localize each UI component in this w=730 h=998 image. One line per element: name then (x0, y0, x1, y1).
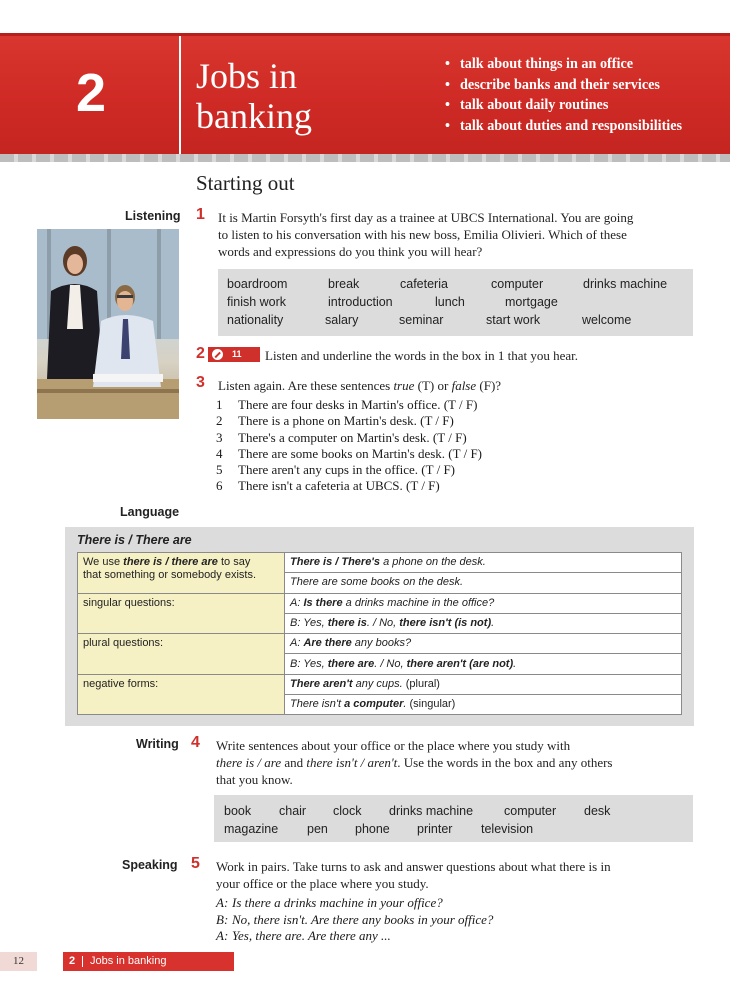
cd-icon (212, 349, 223, 360)
grammar-speaker: A: (290, 637, 304, 650)
grammar-use-keyword: there is / there are (123, 556, 218, 568)
vocab-word: seminar (399, 313, 444, 327)
unit-title-line1: Jobs in (196, 56, 298, 96)
vocabulary-box (218, 269, 693, 336)
grammar-bold: there are (327, 657, 375, 670)
exercise-3-instructions (218, 377, 698, 394)
true-false-item (216, 462, 696, 478)
grammar-example-text: . / No, (374, 657, 407, 670)
vocab-word: magazine (224, 822, 279, 836)
section-title: Starting out (196, 171, 295, 195)
vocab-word: introduction (328, 295, 393, 309)
true-false-item (216, 478, 696, 494)
dialogue-line (216, 895, 493, 912)
dialogue-text: Is there a drinks machine in your office? (232, 895, 443, 910)
grammar-bold: there is (327, 617, 367, 630)
exercise-4-text: . Use the words in the box and any others (397, 755, 613, 770)
objective-item: • talk about duties and responsibilities (445, 116, 730, 137)
grammar-bold: Are there (303, 637, 352, 650)
grammar-singular-label: singular questions: (78, 593, 285, 634)
item-number: 4 (216, 445, 223, 461)
italic-phrase: there is / are (216, 755, 282, 770)
true-abbr: (T) or (414, 378, 452, 393)
vocab-word: drinks machine (389, 804, 474, 818)
speaking-label: Speaking (122, 858, 178, 872)
exercise-3-intro: Listen again. Are these sentences (218, 378, 394, 393)
exercise-5-number: 5 (191, 855, 200, 872)
grammar-bold: there aren't (are not) (406, 657, 514, 670)
grammar-bold: There is / There's (290, 556, 381, 569)
vocab-word: boardroom (227, 277, 288, 291)
listening-label: Listening (125, 209, 181, 223)
item-number: 6 (216, 478, 223, 494)
item-text: There is a phone on Martin's desk. (T / F) (238, 413, 454, 429)
banner-bottom-stripe (0, 154, 730, 162)
vocab-word: cafeteria (400, 277, 448, 291)
grammar-example-cell (285, 593, 682, 613)
office-photo-image (37, 229, 179, 419)
grammar-bold: There aren't (290, 677, 353, 690)
vocab-word: computer (491, 277, 544, 291)
grammar-bold: there isn't (is not) (399, 617, 492, 630)
grammar-example-text: a phone on the desk. (380, 556, 486, 569)
grammar-heading: There is / There are (77, 533, 192, 547)
exercise-4-line: that you know. (216, 772, 293, 787)
true-false-item (216, 413, 696, 429)
true-false-item (216, 397, 696, 413)
dialogue-text: No, there isn't. Are there any books in your office? (232, 911, 494, 927)
exercise-5-line: Work in pairs. Take turns to ask and answer questions about what there is in (216, 859, 611, 874)
item-text: There are some books on Martin's desk. (T / F) (238, 445, 482, 461)
unit-objectives (445, 54, 730, 136)
footer-unit-bar (63, 952, 234, 971)
grammar-example-cell: There are some books on the desk. (285, 573, 682, 593)
grammar-example-text: any cups. (352, 677, 403, 690)
grammar-row (78, 634, 682, 654)
false-abbr: (F)? (476, 378, 502, 393)
true-word: true (393, 378, 415, 393)
item-number: 3 (216, 429, 223, 445)
grammar-negative-label: negative forms: (78, 674, 285, 715)
grammar-speaker: A: (290, 596, 304, 609)
footer-unit-title: Jobs in banking (90, 955, 167, 967)
vocab-word: finish work (227, 295, 287, 309)
item-number: 2 (216, 413, 223, 429)
exercise-4-number: 4 (191, 734, 200, 751)
grammar-row (78, 553, 682, 573)
footer-unit-number: 2 (69, 955, 76, 967)
exercise-4-line (216, 754, 696, 771)
grammar-example-text: . (403, 698, 407, 711)
exercise-4-instructions (216, 737, 696, 788)
grammar-bold: Is there (303, 596, 343, 609)
grammar-example-text: . / No, (366, 617, 400, 630)
dialogue-text: Yes, there are. Are there any ... (232, 928, 391, 944)
grammar-example-cell (285, 553, 682, 573)
vocab-word: computer (504, 804, 557, 818)
exercise-5-line: your office or the place where you study. (216, 876, 429, 891)
grammar-table (77, 552, 682, 715)
exercise-4-line: Write sentences about your office or the place where you study with (216, 738, 571, 753)
grammar-example-cell (285, 674, 682, 694)
audio-track-icon[interactable] (208, 347, 260, 362)
vocab-word: television (481, 822, 534, 836)
grammar-example-text: . (513, 657, 517, 670)
grammar-use-text: to say (217, 556, 251, 568)
page-number: 12 (0, 952, 37, 971)
vocabulary-box-writing (214, 795, 693, 842)
vocab-word: pen (307, 822, 328, 836)
language-label: Language (120, 505, 180, 519)
exercise-1-line: to listen to his conversation with his new boss, Emilia Olivieri. Which of these (218, 227, 627, 242)
grammar-example-text: a drinks machine in the office? (342, 596, 495, 609)
vocab-word: phone (355, 822, 390, 836)
grammar-example-cell (285, 654, 682, 674)
grammar-row (78, 593, 682, 613)
grammar-speaker: B: Yes, (290, 657, 328, 670)
vocab-word: printer (417, 822, 453, 836)
vocab-word: mortgage (505, 295, 558, 309)
model-dialogue (216, 895, 493, 945)
item-text: There's a computer on Martin's desk. (T / F) (238, 429, 467, 445)
grammar-example-cell (285, 695, 682, 715)
exercise-2-instructions: Listen and underline the words in the box in 1 that you hear. (265, 348, 579, 363)
exercise-1-instructions (218, 209, 698, 260)
vocab-word: clock (333, 804, 362, 818)
grammar-example-text: . (491, 617, 495, 630)
italic-phrase: there isn't / aren't (306, 755, 398, 770)
unit-title (196, 56, 426, 136)
grammar-use-text: We use (83, 556, 124, 568)
exercise-1-line: It is Martin Forsyth's first day as a trainee at UBCS International. You are going (218, 210, 634, 225)
objective-item: • describe banks and their services (445, 75, 730, 96)
dialogue-speaker: A: (216, 928, 229, 944)
grammar-plural-label: plural questions: (78, 634, 285, 675)
vocab-word: book (224, 804, 252, 818)
dialogue-line (216, 912, 493, 929)
vocab-word: start work (486, 313, 541, 327)
vocab-word: break (328, 277, 360, 291)
objective-item: • talk about daily routines (445, 95, 730, 116)
grammar-tag: (plural) (402, 677, 440, 690)
item-number: 1 (216, 397, 223, 412)
unit-number: 2 (75, 63, 107, 123)
item-text: There isn't a cafeteria at UBCS. (T / F) (238, 478, 440, 494)
grammar-example-text: any books? (351, 637, 412, 650)
writing-label: Writing (136, 737, 179, 751)
office-photo (37, 229, 179, 419)
exercise-2-number: 2 (196, 345, 205, 362)
vocab-word: salary (325, 313, 359, 327)
true-false-item (216, 446, 696, 462)
dialogue-line (216, 928, 493, 945)
dialogue-speaker: A: (216, 895, 229, 910)
true-false-list (216, 397, 696, 495)
vocab-word: nationality (227, 313, 284, 327)
vocab-word: chair (279, 804, 307, 818)
banner-divider (179, 36, 181, 154)
exercise-4-text: and (281, 755, 307, 770)
vocab-word: lunch (435, 295, 465, 309)
dialogue-speaker: B: (216, 911, 229, 927)
vocab-word: welcome (582, 313, 632, 327)
exercise-3-number: 3 (196, 374, 205, 391)
objective-item: • talk about things in an office (445, 54, 730, 75)
grammar-speaker: B: Yes, (290, 617, 328, 630)
footer-separator (82, 956, 83, 967)
grammar-use-cell (78, 553, 285, 594)
grammar-example-cell (285, 634, 682, 654)
audio-track-number: 11 (232, 349, 242, 359)
vocab-word: desk (584, 804, 611, 818)
item-number: 5 (216, 462, 223, 478)
grammar-use-text: that something or somebody exists. (83, 569, 257, 581)
item-text: There aren't any cups in the office. (T / F) (238, 462, 456, 478)
exercise-1-line: words and expressions do you think you will hear? (218, 244, 483, 259)
grammar-example-text: There isn't (290, 698, 345, 711)
vocab-word: drinks machine (583, 277, 668, 291)
exercise-5-instructions (216, 858, 696, 892)
unit-title-line2: banking (196, 96, 312, 136)
grammar-bold: a computer (344, 698, 404, 711)
false-word: false (451, 378, 477, 393)
item-text: There are four desks in Martin's office. (T / F) (238, 397, 478, 412)
grammar-example-cell (285, 613, 682, 633)
exercise-1-number: 1 (196, 206, 205, 223)
grammar-tag: (singular) (406, 698, 456, 711)
true-false-item (216, 430, 696, 446)
grammar-row (78, 674, 682, 694)
